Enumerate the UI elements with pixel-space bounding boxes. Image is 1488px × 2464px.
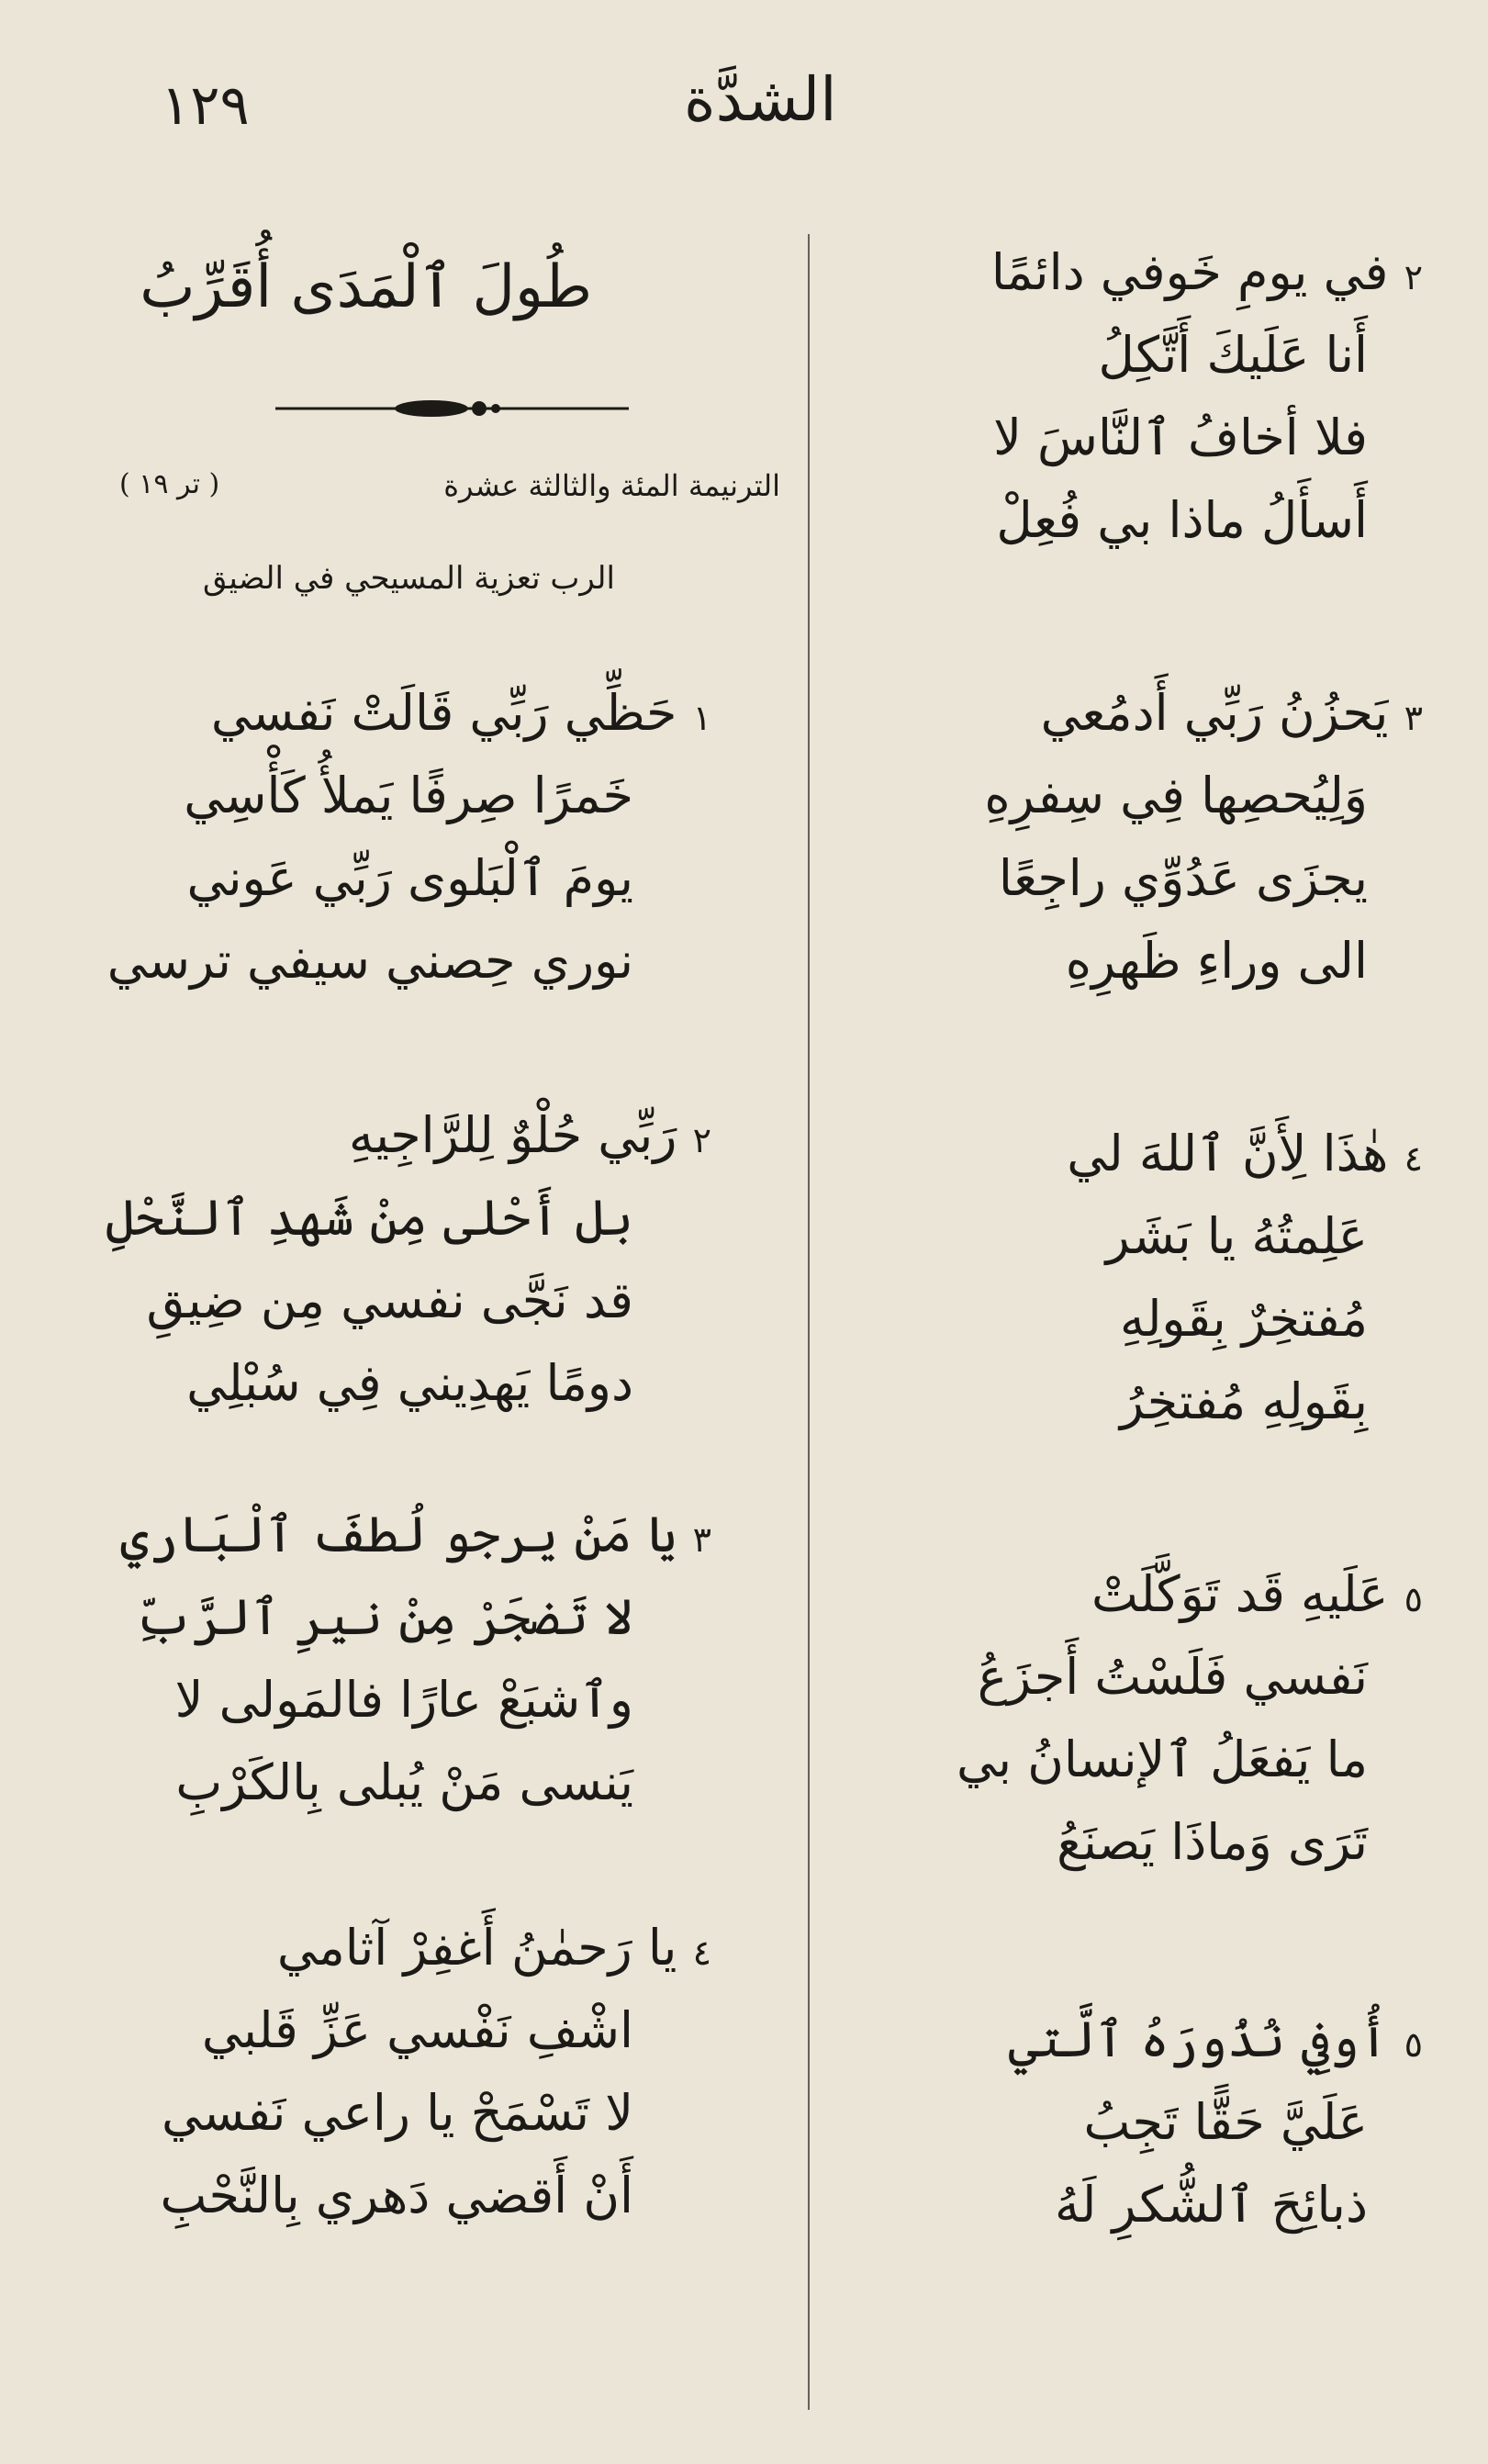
stanza-number: ٢ (692, 1120, 711, 1160)
stanza-number: ٢ (1404, 257, 1423, 297)
verse-line: ٣ يَحزُنُ رَبِّي أَدمُعي (1040, 684, 1423, 742)
verse-line: ١ حَظِّي رَبِّي قَالَتْ نَفسي (210, 684, 711, 742)
verse-line: ٥ عَلَيهِ قَد تَوَكَّلَتْ (1091, 1565, 1423, 1623)
tune-reference: ( تر ١٩ ) (119, 468, 220, 500)
hymn-number: الترنيمة المئة والثالثة عشرة (443, 468, 780, 503)
verse-line: لا تَسْمَحْ يا راعي نَفسي (161, 2084, 633, 2142)
running-title: الشدَّة (684, 64, 837, 135)
verse-line: فلا أخافُ ٱلنَّاسَ لا (993, 409, 1368, 466)
verse-line: خَمرًا صِرفًا يَملأُ كَأْسِي (184, 767, 633, 824)
verse-line: نَفسي فَلَسْتُ أَجزَعُ (977, 1648, 1368, 1706)
verse-line: لا تَضجَرْ مِنْ نيرِ ٱلرَّبِّ (134, 1588, 633, 1646)
hymn-title: طُولَ ٱلْمَدَى أُقَرِّبُ (140, 253, 592, 321)
verse-line: ٤ هٰذَا لِأَنَّ ٱللهَ لي (1067, 1125, 1423, 1182)
verse-line: ٢ في يومِ خَوفي دائمًا (990, 243, 1423, 301)
verse-line: عَلِمتُهُ يا بَشَر (1105, 1207, 1368, 1265)
verse-line: يجزَى عَدُوِّي راجِعًا (998, 849, 1368, 907)
verse-line: وَلِيُحصِها فِي سِفرِهِ (984, 767, 1368, 824)
stanza-number: ٤ (1404, 1138, 1423, 1179)
verse-line: ٢ رَبِّي حُلْوٌ لِلرَّاجِيهِ (349, 1106, 711, 1164)
verse-line: أَنا عَلَيكَ أَتَّكِلُ (1098, 326, 1368, 384)
column-divider (808, 234, 810, 2410)
verse-line: تَرَى وَماذَا يَصنَعُ (1057, 1813, 1368, 1871)
page-number: ١٢٩ (161, 73, 250, 138)
verse-line: بِقَولِهِ مُفتخِرُ (1120, 1372, 1368, 1430)
verse-line: ما يَفعَلُ ٱلإنسانُ بي (957, 1730, 1368, 1788)
stanza-number: ٣ (692, 1519, 711, 1560)
stanza-number: ٤ (692, 1932, 711, 1973)
verse-line: ٥ أُوفِي نُذُورَهُ ٱلَّتي (1008, 2010, 1423, 2068)
verse-line: بل أَحْلى مِنْ شَهدِ ٱلنَّحْلِ (106, 1189, 633, 1247)
verse-line: مُفتخِرٌ بِقَولِهِ (1120, 1290, 1368, 1348)
stanza-number: ٥ (1404, 2024, 1423, 2065)
verse-line: يَنسى مَنْ يُبلى بِالكَرْبِ (175, 1753, 633, 1811)
verse-line: يومَ ٱلْبَلوى رَبِّي عَوني (186, 849, 633, 907)
verse-line: نوري حِصني سيفي ترسي (106, 932, 633, 990)
verse-line: أَسأَلُ ماذا بي فُعِلْ (996, 491, 1368, 549)
verse-line: الى وراءِ ظَهرِهِ (1065, 932, 1368, 990)
ornament-rule (275, 395, 629, 422)
stanza-number: ٣ (1404, 698, 1423, 738)
verse-line: دومًا يَهدِيني فِي سُبْلِي (186, 1354, 633, 1412)
verse-line: ٤ يا رَحمٰنُ أَغفِرْ آثامي (276, 1919, 711, 1977)
verse-line: قد نَجَّى نفسي مِن ضِيقِ (146, 1271, 633, 1329)
hymn-subtitle: الرب تعزية المسيحي في الضيق (203, 560, 615, 597)
verse-line: أَنْ أَقضي دَهري بِالنَّحْبِ (160, 2167, 633, 2224)
verse-line: اشْفِ نَفْسي عَزِّ قَلبي (201, 2001, 633, 2059)
verse-line: وٱشبَعْ عارًا فالمَولى لا (174, 1671, 633, 1729)
stanza-number: ١ (692, 698, 711, 738)
verse-line: عَلَيَّ حَقًّا تَجِبُ (1083, 2093, 1368, 2151)
verse-line: ذبائِحَ ٱلشُّكرِ لَهُ (1054, 2176, 1368, 2234)
verse-line: ٣ يا مَنْ يرجو لُطفَ ٱلْبَاري (119, 1506, 711, 1563)
stanza-number: ٥ (1404, 1579, 1423, 1619)
